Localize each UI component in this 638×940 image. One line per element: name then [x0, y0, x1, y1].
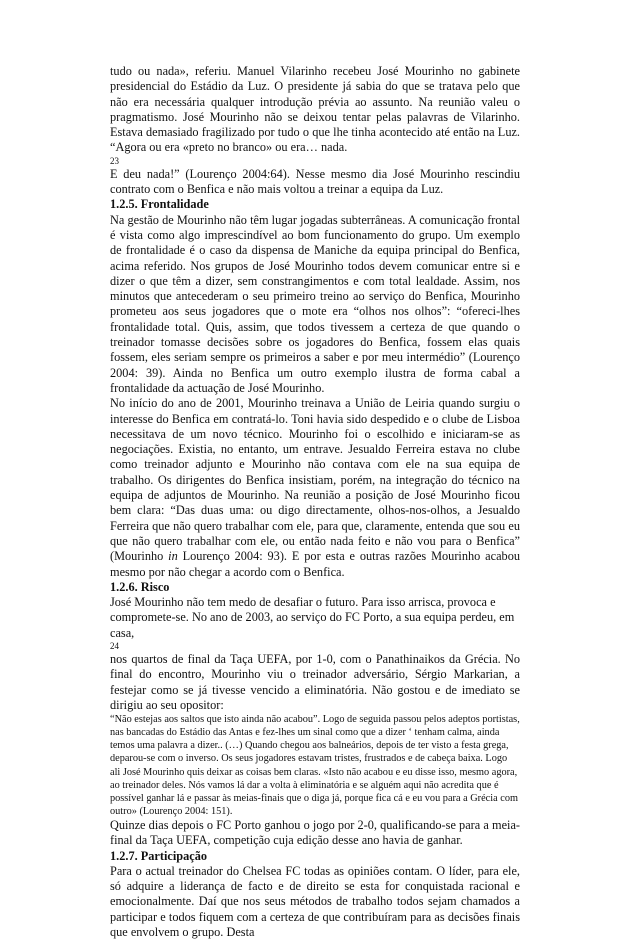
paragraph-panathinaikos: nos quartos de final da Taça UEFA, por 1-0, com o Panathinaikos da Grécia. No final do encontro, Mourinho viu o treinador adversário, Sérgio Markarian, a festejar como se já tivesse vencido a eliminatória. Não gostou e de imediato se dirigiu ao seu opositor:: [110, 651, 520, 712]
paragraph-risco-intro: José Mourinho não tem medo de desafiar o futuro. Para isso arrisca, provoca e compromete-se. No ano de 2003, ao serviço do FC Porto, a sua equipa perdeu, em casa,: [110, 595, 515, 640]
paragraph-frontalidade: Na gestão de Mourinho não têm lugar jogadas subterrâneas. A comunicação frontal é vista como algo imprescindível ao bom funcionamento do grupo. Um exemplo de frontalidade é o caso da dispensa de Maniche da equipa principal do Benfica, acima referido. Nos grupos de José Mourinho todos devem comunicar entre si e dizer o que têm a dizer, sem constrangimentos e com total lealdade. Assim, nos minutos que antecederam o seu primeiro treino ao serviço do Benfica, Mourinho prometeu aos seus jogadores que o mote era “olhos nos olhos”: “ofereci-lhes frontalidade total. Quis, assim, que todos tivessem a certeza de que quando o treinador tomasse decisões sobre os jogadores do Benfica, fossem elas quais fossem, eles seriam sempre os primeiros a saber e por meu intermédio” (Lourenço 2004: 39). Ainda no Benfica um outro exemplo ilustra de forma cabal a frontalidade da actuação de José Mourinho.: [110, 212, 520, 395]
italic-in: in: [168, 549, 178, 564]
paragraph-contract-rescinded: E deu nada!” (Lourenço 2004:64). Nesse mesmo dia José Mourinho rescindiu contrato com o Benfica e não mais voltou a treinar a equipa da Luz.: [110, 166, 520, 197]
paragraph-uniao-leiria-text-b: Lourenço 2004: 93). E por esta e outras razões Mourinho acabou mesmo por não chegar a acordo com o Benfica.: [110, 549, 520, 579]
footnote-marker-24: 24: [110, 640, 119, 651]
document-page: [110, 64, 520, 940]
footnote-marker-23: 23: [110, 155, 119, 166]
section-heading-frontalidade: 1.2.5. Frontalidade: [110, 197, 209, 212]
paragraph-vilarinho-meeting: tudo ou nada», referiu. Manuel Vilarinho recebeu José Mourinho no gabinete presidencial do Estádio da Luz. O presidente já sabia do que se tratava pelo que não era necessária qualquer introdução prévia ao assunto. Na reunião valeu o pragmatismo. José Mourinho não se deixou tentar pelas palavras de Vilarinho. Estava demasiado fragilizado por tudo o que lhe tinha acontecido até então na Luz. “Agora ou era «preto no branco» ou era… nada.: [110, 64, 520, 155]
section-heading-risco: 1.2.6. Risco: [110, 579, 170, 594]
paragraph-uniao-leiria-text-a: No início do ano de 2001, Mourinho treinava a União de Leiria quando surgiu o interesse do Benfica em contratá-lo. Toni havia sido despedido e o clube de Lisboa necessitava de um novo técnico. Mourinho foi o escolhido e iniciaram-se as negociações. Existia, no entanto, um entrave. Jesualdo Ferreira estava no clube como treinador adjunto e Mourinho não contava com ele na sua equipa de trabalho. Os dirigentes do Benfica insistiam, porém, na integração do técnico na equipa de adjuntos de Mourinho. Na reunião a posição de José Mourinho ficou bem clara: “Das duas uma: ou digo directamente, olhos-nos-olhos, a Jesualdo Ferreira que não quero trabalhar com ele, para que, claramente, entenda que sou eu que não quero trabalhar com ele, ou então nada feito e não vou para o Benfica” (Mourinho: [110, 396, 520, 564]
paragraph-uniao-leiria: [110, 396, 520, 580]
paragraph-participacao: Para o actual treinador do Chelsea FC todas as opiniões contam. O líder, para ele, só adquire a liderança de facto e de direito se esta for conquistada racional e emocionalmente. Daí que nos seus métodos de trabalho todos sejam chamados a participar e todos fiquem com a certeza de que contribuíram para as decisões finais que envolvem o grupo. Desta: [110, 863, 520, 939]
section-heading-participacao: 1.2.7. Participação: [110, 848, 207, 863]
paragraph-fc-porto-win: Quinze dias depois o FC Porto ganhou o jogo por 2-0, qualificando-se para a meia-final da Taça UEFA, competição cuja edição desse ano havia de ganhar.: [110, 817, 520, 848]
block-quote-lourenco: “Não estejas aos saltos que isto ainda não acabou”. Logo de seguida passou pelos adeptos portistas, nas bancadas do Estádio das Antas e fez-lhes um sinal como que a dizer ‘ tenham calma, ainda temos uma palavra a dizer.. (…) Quando chegou aos balneários, depois de ter visto a festa grega, deparou-se com o inverso. Os seus jogadores estavam tristes, frustrados e de cabeça baixa. Logo ali José Mourinho quis deixar as coisas bem claras. «Isto não acabou e eu disse isso, mesmo agora, ao treinador deles. Nós vamos lá dar a volta à eliminatória e se alguém aqui não acredita que é possível ganhar lá e passar às meias-finais que o diga já, porque fica cá e eu vou para a Grécia com outro» (Lourenço 2004: 151).: [110, 714, 520, 817]
